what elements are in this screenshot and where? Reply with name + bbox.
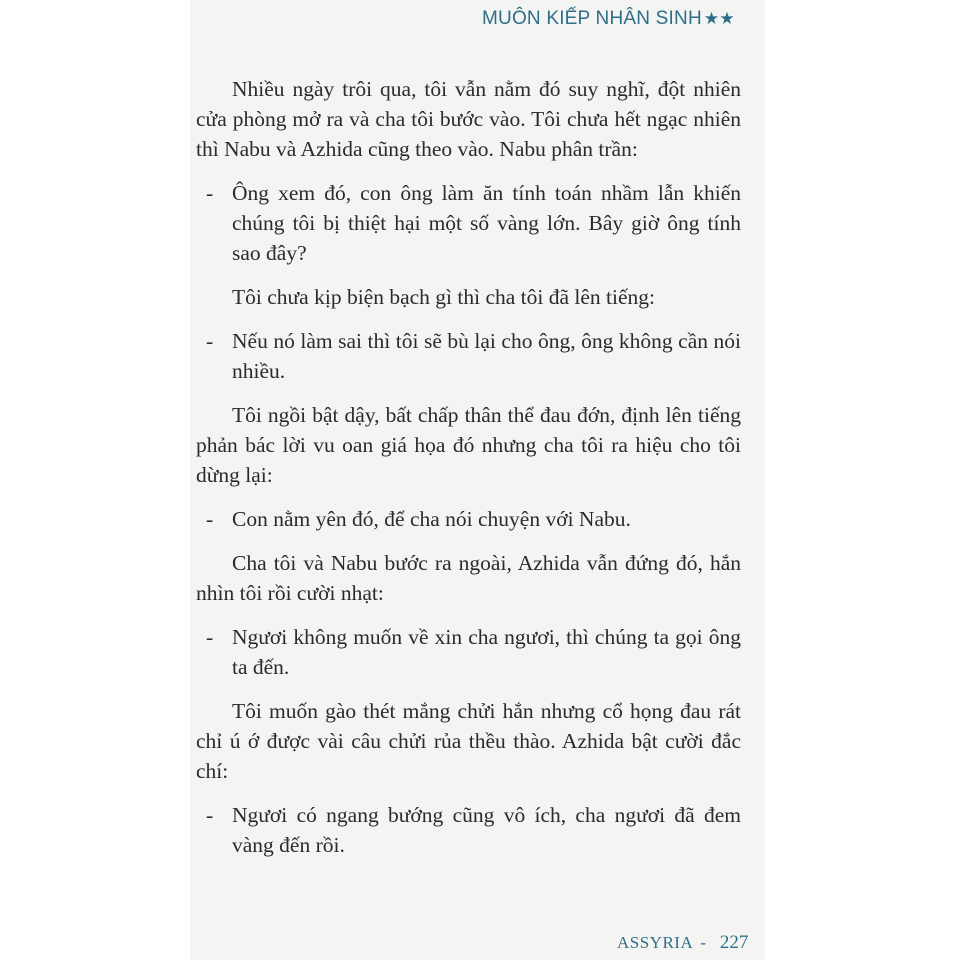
paragraph: Cha tôi và Nabu bước ra ngoài, Azhida vẫn đứng đó, hắn nhìn tôi rồi cười nhạt: xyxy=(196,551,741,605)
dialogue-line xyxy=(196,326,741,386)
dialogue-line xyxy=(196,504,741,534)
running-footer xyxy=(617,932,748,954)
dialogue-dash: - xyxy=(206,329,214,353)
dialogue-dash: - xyxy=(206,625,214,649)
paragraph: Tôi ngồi bật dậy, bất chấp thân thể đau đớn, định lên tiếng phản bác lời vu oan giá họa đó nhưng cha tôi ra hiệu cho tôi dừng lại: xyxy=(196,403,741,487)
paragraph: Tôi muốn gào thét mắng chửi hắn nhưng cổ họng đau rát chỉ ú ớ được vài câu chửi rủa thều thào. Azhida bật cười đắc chí: xyxy=(196,699,741,783)
running-header xyxy=(482,8,735,30)
section-name: ASSYRIA xyxy=(617,933,694,952)
dialogue-dash: - xyxy=(206,181,214,205)
book-title: MUÔN KIẾP NHÂN SINH xyxy=(482,8,702,29)
page-body xyxy=(196,74,741,874)
dialogue-line xyxy=(196,800,741,860)
star-icon: ★★ xyxy=(703,9,735,28)
page-number: 227 xyxy=(719,932,749,953)
footer-separator: - xyxy=(700,933,706,952)
dialogue-line xyxy=(196,178,741,268)
paragraph: Nhiều ngày trôi qua, tôi vẫn nằm đó suy nghĩ, đột nhiên cửa phòng mở ra và cha tôi bước vào. Tôi chưa hết ngạc nhiên thì Nabu và Azhida cũng theo vào. Nabu phân trần: xyxy=(196,77,741,161)
dialogue-text: Ngươi có ngang bướng cũng vô ích, cha ngươi đã đem vàng đến rồi. xyxy=(232,803,741,857)
dialogue-text: Ông xem đó, con ông làm ăn tính toán nhầm lẫn khiến chúng tôi bị thiệt hại một số vàng lớn. Bây giờ ông tính sao đây? xyxy=(232,181,741,265)
paragraph: Tôi chưa kịp biện bạch gì thì cha tôi đã lên tiếng: xyxy=(232,285,656,309)
dialogue-line xyxy=(196,622,741,682)
dialogue-text: Ngươi không muốn về xin cha ngươi, thì chúng ta gọi ông ta đến. xyxy=(232,625,741,679)
dialogue-dash: - xyxy=(206,507,214,531)
dialogue-text: Nếu nó làm sai thì tôi sẽ bù lại cho ông, ông không cần nói nhiều. xyxy=(232,329,741,383)
dialogue-dash: - xyxy=(206,803,214,827)
dialogue-text: Con nằm yên đó, để cha nói chuyện với Nabu. xyxy=(232,507,631,531)
